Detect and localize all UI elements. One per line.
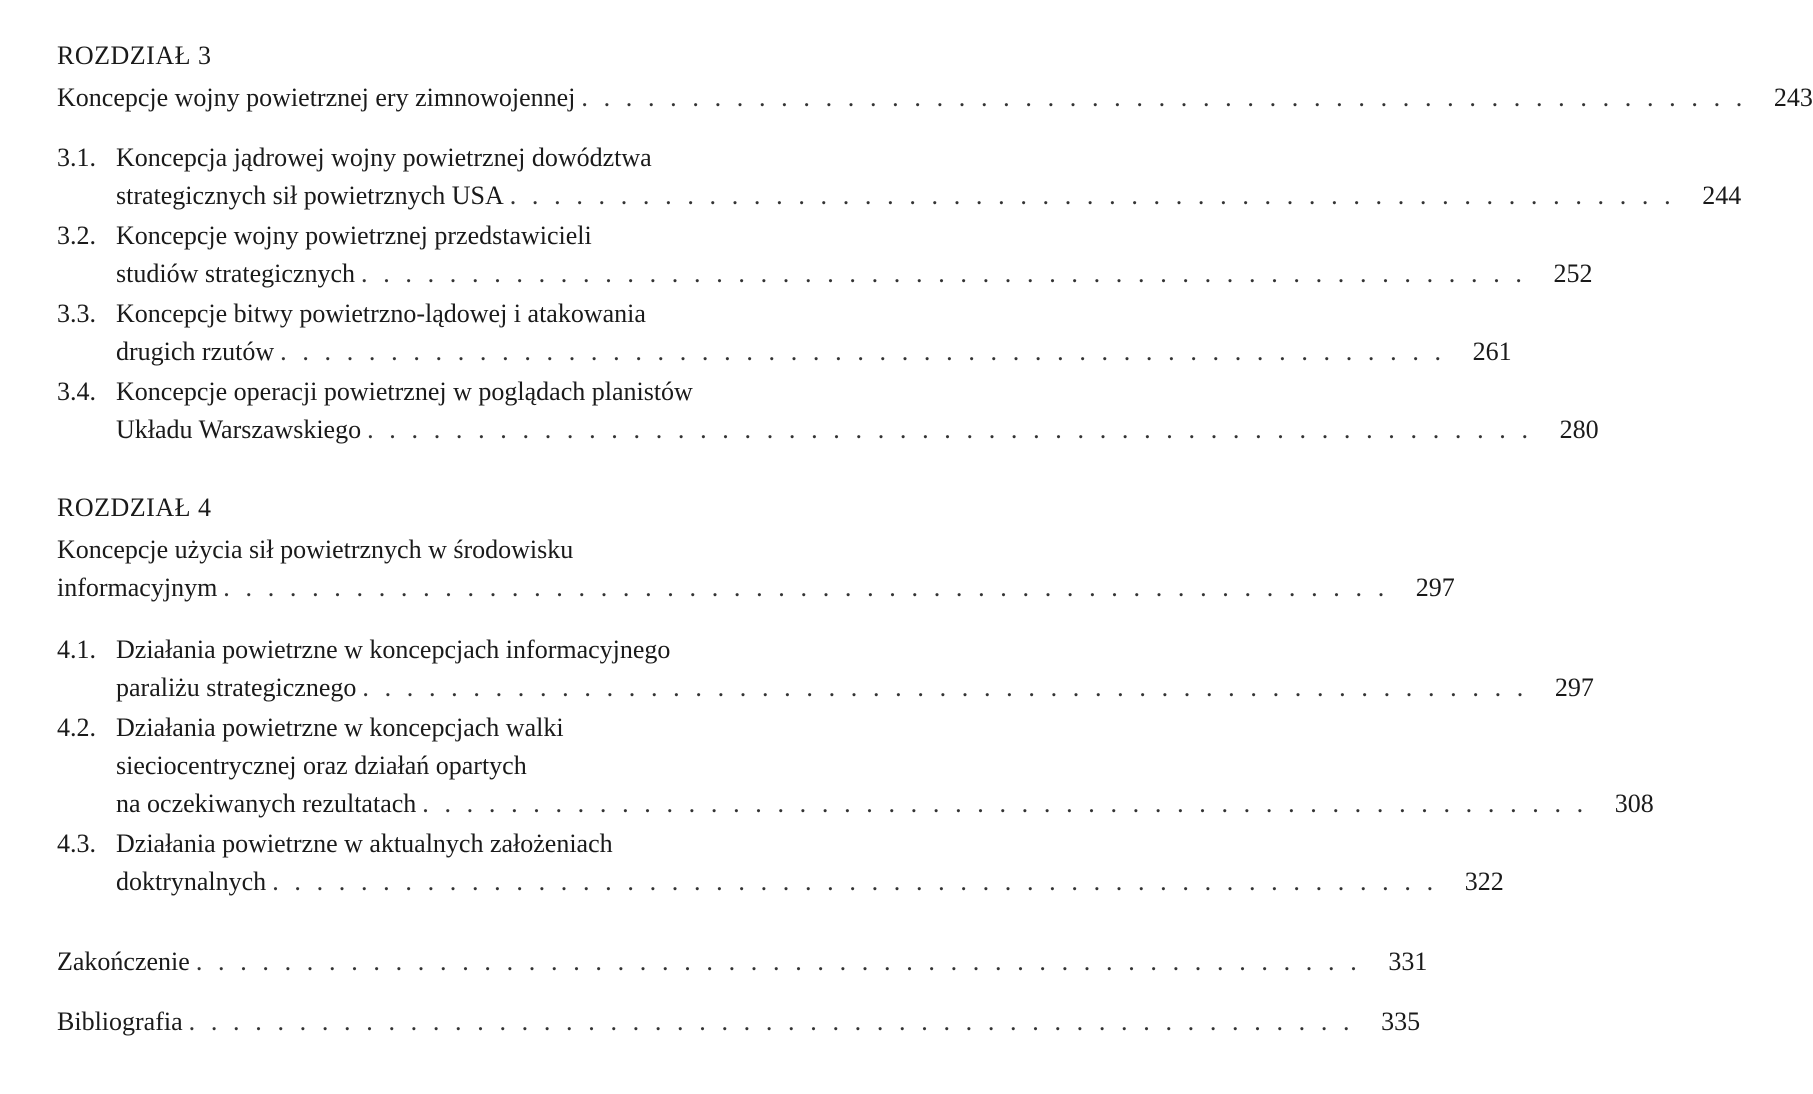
chapter-4-title-line: informacyjnym — [57, 573, 218, 602]
page-number: 335 — [1381, 1007, 1421, 1036]
leader-dots: . . . . . . . . . . . . . . . . . . . . . . . . . . . . . . . . . . . . . . . . . . . . . . . . . . . . . — [581, 83, 1747, 112]
page-number: 331 — [1388, 947, 1428, 976]
section-title-line: Działania powietrzne w koncepcjach informacyjnego — [116, 635, 671, 664]
leader-dots: . . . . . . . . . . . . . . . . . . . . . . . . . . . . . . . . . . . . . . . . . . . . . . . . . . . . . — [195, 947, 1362, 976]
toc-entry-chapter-3 — [0, 78, 1813, 118]
toc-entry-zakonczenie — [0, 942, 1428, 982]
toc-entry-3-4 — [0, 372, 962, 412]
section-number: 3.2. — [57, 221, 96, 250]
leader-dots: . . . . . . . . . . . . . . . . . . . . . . . . . . . . . . . . . . . . . . . . . . . . . . . . . . . . . — [361, 259, 1527, 288]
section-title-line: Działania powietrzne w koncepcjach walki — [116, 713, 564, 742]
leader-dots: . . . . . . . . . . . . . . . . . . . . . . . . . . . . . . . . . . . . . . . . . . . . . . . . . . . . . — [272, 867, 1438, 896]
toc-entry-4-2-cont-2 — [0, 784, 1654, 824]
page-number: 261 — [1472, 337, 1512, 366]
section-title-line: Działania powietrzne w aktualnych założeniach — [116, 829, 613, 858]
toc-entry-3-3 — [0, 294, 962, 334]
section-title-line: studiów strategicznych — [116, 259, 355, 288]
section-title-line: Układu Warszawskiego — [116, 415, 362, 444]
toc-entry-3-1 — [0, 138, 962, 178]
leader-dots: . . . . . . . . . . . . . . . . . . . . . . . . . . . . . . . . . . . . . . . . . . . . . . . . . . . . . — [188, 1007, 1355, 1036]
toc-entry-bibliografia — [0, 1002, 1421, 1042]
section-title-line: paraliżu strategicznego — [116, 673, 357, 702]
section-title-line: doktrynalnych — [116, 867, 267, 896]
chapter-4-title — [0, 530, 962, 570]
toc-entry-3-1-cont — [0, 176, 1742, 216]
leader-dots: . . . . . . . . . . . . . . . . . . . . . . . . . . . . . . . . . . . . . . . . . . . . . . . . . . . . . — [280, 337, 1446, 366]
toc-entry-3-2 — [0, 216, 962, 256]
leader-dots: . . . . . . . . . . . . . . . . . . . . . . . . . . . . . . . . . . . . . . . . . . . . . . . . . . . . . — [367, 415, 1533, 444]
toc-entry-4-3-cont — [0, 862, 1504, 902]
closing-title: Zakończenie — [57, 947, 190, 976]
section-title-line: strategicznych sił powietrznych USA — [116, 181, 504, 210]
section-title-line: Koncepcje wojny powietrznej przedstawicieli — [116, 221, 592, 250]
chapter-3-title: Koncepcje wojny powietrznej ery zimnowojennej — [57, 83, 576, 112]
page-number: 244 — [1702, 181, 1742, 210]
section-number: 4.3. — [57, 829, 96, 858]
toc-entry-chapter-4 — [0, 568, 1455, 608]
toc-entry-4-2-cont — [0, 746, 962, 786]
section-number: 4.1. — [57, 635, 96, 664]
section-title-line: Koncepcje operacji powietrznej w poglądach planistów — [116, 377, 693, 406]
page-number: 297 — [1415, 573, 1455, 602]
toc-entry-4-1 — [0, 630, 962, 670]
toc-entry-3-4-cont — [0, 410, 1599, 450]
page-number: 308 — [1614, 789, 1654, 818]
chapter-4-label: ROZDZIAŁ 4 — [57, 493, 212, 522]
leader-dots: . . . . . . . . . . . . . . . . . . . . . . . . . . . . . . . . . . . . . . . . . . . . . . . . . . . . . — [362, 673, 1528, 702]
section-title-line: sieciocentrycznej oraz działań opartych — [116, 751, 527, 780]
chapter-4-heading — [0, 488, 962, 528]
section-title-line: Koncepcja jądrowej wojny powietrznej dowództwa — [116, 143, 652, 172]
toc-entry-4-1-cont — [0, 668, 1594, 708]
page-number: 252 — [1553, 259, 1593, 288]
leader-dots: . . . . . . . . . . . . . . . . . . . . . . . . . . . . . . . . . . . . . . . . . . . . . . . . . . . . . — [509, 181, 1676, 210]
page-number: 322 — [1464, 867, 1504, 896]
section-number: 3.1. — [57, 143, 96, 172]
chapter-3-label: ROZDZIAŁ 3 — [57, 41, 212, 70]
closing-title: Bibliografia — [57, 1007, 183, 1036]
page-number: 280 — [1559, 415, 1599, 444]
chapter-3-heading — [0, 36, 962, 76]
section-number: 3.4. — [57, 377, 96, 406]
section-title-line: Koncepcje bitwy powietrzno-lądowej i atakowania — [116, 299, 646, 328]
section-number: 3.3. — [57, 299, 96, 328]
section-title-line: drugich rzutów — [116, 337, 275, 366]
toc-entry-3-3-cont — [0, 332, 1512, 372]
toc-entry-4-2 — [0, 708, 962, 748]
section-title-line: na oczekiwanych rezultatach — [116, 789, 417, 818]
chapter-4-title-line: Koncepcje użycia sił powietrznych w środowisku — [57, 535, 574, 564]
leader-dots: . . . . . . . . . . . . . . . . . . . . . . . . . . . . . . . . . . . . . . . . . . . . . . . . . . . . . — [422, 789, 1588, 818]
page-number: 243 — [1773, 83, 1813, 112]
leader-dots: . . . . . . . . . . . . . . . . . . . . . . . . . . . . . . . . . . . . . . . . . . . . . . . . . . . . . — [223, 573, 1389, 602]
section-number: 4.2. — [57, 713, 96, 742]
page-number: 297 — [1554, 673, 1594, 702]
toc-entry-3-2-cont — [0, 254, 1593, 294]
toc-entry-4-3 — [0, 824, 962, 864]
